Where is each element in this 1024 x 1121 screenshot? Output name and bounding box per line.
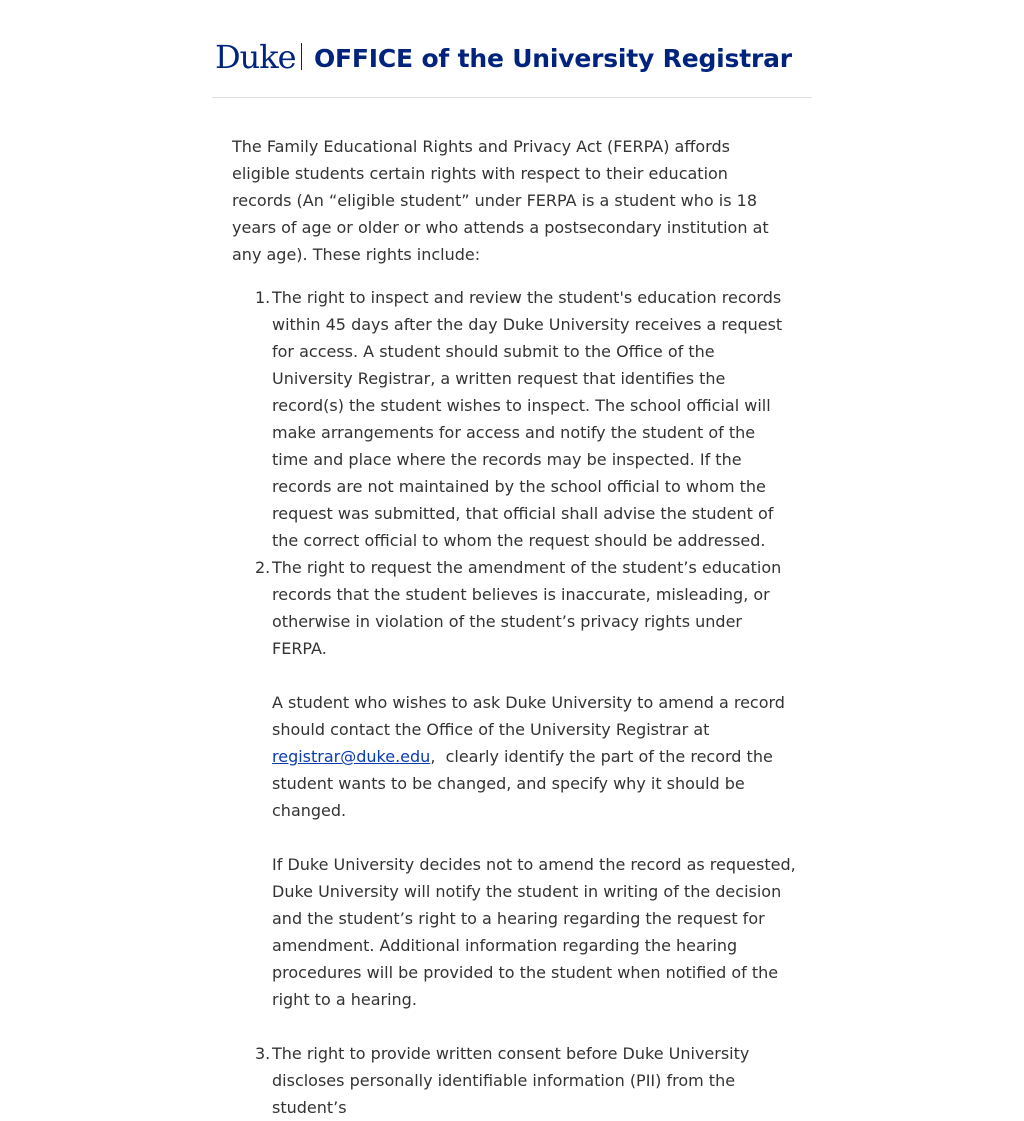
list-item-text: The right to provide written consent before Duke University discloses personally identifiable information (PII) from the student’s [272, 1044, 750, 1117]
list-item-number: 2. [255, 558, 271, 577]
amend-instructions [272, 689, 796, 824]
hearing-paragraph: If Duke University decides not to amend the record as requested, Duke University will notify the student in writing of the decision and the student’s right to a hearing regarding the request for amendment. Additional information regarding the hearing procedures will be provided to the student when notified of the right to a hearing. [272, 855, 796, 1009]
office-title[interactable]: OFFICE of the University Registrar [314, 44, 792, 73]
main-content [232, 133, 800, 1121]
list-item-text: The right to inspect and review the student's education records within 45 days after the day Duke University receives a request for access. A student should submit to the Office of the University Registrar, a written request that identifies the record(s) the student wishes to inspect. The school official will make arrangements for access and notify the student of the time and place where the records may be inspected. If the records are not maintained by the school official to whom the request was submitted, that official shall advise the student of the correct official to whom the request should be addressed. [272, 288, 783, 550]
registrar-email-link[interactable]: registrar@duke.edu [272, 747, 431, 766]
list-item-text: The right to request the amendment of the student’s education records that the student believes is inaccurate, misleading, or otherwise in violation of the student’s privacy rights under FERPA. [272, 558, 782, 658]
list-item-number: 3. [255, 1044, 271, 1063]
amend-text-after: , clearly identify the part of the record the student wants to be changed, and specify why it should be changed. [272, 747, 773, 820]
intro-paragraph: The Family Educational Rights and Privacy Act (FERPA) affords eligible students certain rights with respect to their education records (An “eligible student” under FERPA is a student who is 18 years of age or older or who attends a postsecondary institution at any age). These rights include: [232, 137, 769, 264]
paragraph-gap [272, 662, 796, 689]
rights-list [232, 284, 800, 1121]
amend-text-before: A student who wishes to ask Duke University to amend a record should contact the Office of the University Registrar at [272, 693, 785, 739]
duke-logo[interactable]: Duke [215, 38, 296, 76]
site-header [212, 34, 812, 98]
list-item-number: 1. [255, 288, 271, 307]
paragraph-gap [272, 824, 796, 851]
list-item [232, 554, 800, 1040]
list-item [232, 284, 800, 554]
list-item [232, 1040, 800, 1121]
paragraph-gap [272, 1013, 796, 1040]
logo-divider [301, 43, 302, 70]
